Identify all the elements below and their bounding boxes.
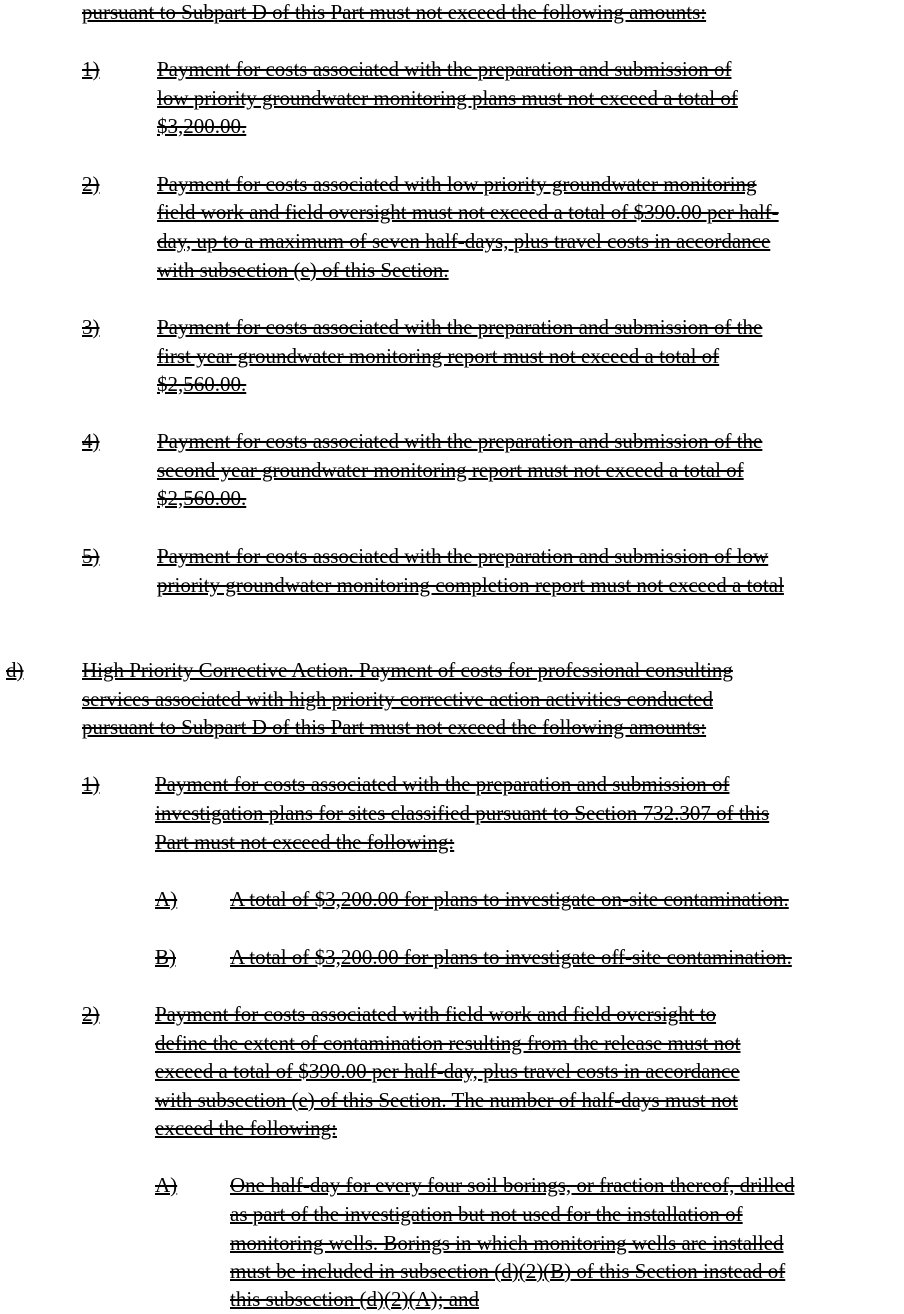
c-item-2-line-1: Payment for costs associated with low priority groundwater monitoring [157,172,757,196]
d-item-2-label: 2) [82,1002,100,1026]
c-item-5-line-2: priority groundwater monitoring completion report must not exceed a total [157,573,784,597]
c-item-3-line-3: $2,560.00. [157,372,247,396]
d-line-2: services associated with high priority corrective action activities conducted [82,687,713,711]
c-tail-line: pursuant to Subpart D of this Part must not exceed the following amounts: [82,0,707,24]
c-item-3-label: 3) [82,315,100,339]
d-item-2-line-3: exceed a total of $390.00 per half-day, plus travel costs in accordance [155,1059,740,1083]
d-item-1-line-2: investigation plans for sites classified pursuant to Section 732.307 of this [155,801,770,825]
d-label: d) [6,658,24,682]
c-item-4-line-1: Payment for costs associated with the preparation and submission of the [157,429,763,453]
c-item-3-line-1: Payment for costs associated with the preparation and submission of the [157,315,763,339]
d-item-1-sub-b-label: B) [155,945,176,969]
c-item-5-line-1: Payment for costs associated with the preparation and submission of low [157,544,769,568]
d-item-2-sub-a-line-3: monitoring wells. Borings in which monitoring wells are installed [230,1231,784,1255]
c-item-2-line-4: with subsection (e) of this Section. [157,258,449,282]
d-item-1-line-3: Part must not exceed the following: [155,830,455,854]
d-item-1-sub-a-line-1: A total of $3,200.00 for plans to investigate on-site contamination. [230,887,789,911]
c-item-1-line-1: Payment for costs associated with the preparation and submission of [157,57,732,81]
d-item-1-label: 1) [82,772,100,796]
d-item-2-line-5: exceed the following: [155,1116,337,1140]
d-item-2-sub-a-line-2: as part of the investigation but not used for the installation of [230,1202,743,1226]
c-item-2-line-2: field work and field oversight must not exceed a total of $390.00 per half- [157,200,779,224]
d-item-1-sub-b-line-1: A total of $3,200.00 for plans to investigate off-site contamination. [230,945,792,969]
d-item-2-line-1: Payment for costs associated with field work and field oversight to [155,1002,717,1026]
d-item-2-line-4: with subsection (e) of this Section. The number of half-days must not [155,1088,738,1112]
c-item-4-label: 4) [82,429,100,453]
d-item-2-sub-a-line-1: One half-day for every four soil borings, or fraction thereof, drilled [230,1173,795,1197]
d-line-3: pursuant to Subpart D of this Part must not exceed the following amounts: [82,715,707,739]
c-item-3-line-2: first year groundwater monitoring report must not exceed a total of [157,344,720,368]
c-item-2-line-3: day, up to a maximum of seven half-days, plus travel costs in accordance [157,229,771,253]
c-item-5-label: 5) [82,544,100,568]
c-item-2-label: 2) [82,172,100,196]
d-item-2-line-2: define the extent of contamination resulting from the release must not [155,1031,741,1055]
c-item-4-line-2: second year groundwater monitoring report must not exceed a total of [157,458,744,482]
d-line-1: High Priority Corrective Action. Payment of costs for professional consulting [82,658,733,682]
d-item-2-sub-a-line-4: must be included in subsection (d)(2)(B) of this Section instead of [230,1259,786,1283]
d-item-1-sub-a-label: A) [155,887,178,911]
c-item-1-label: 1) [82,57,100,81]
d-item-2-sub-a-line-5: this subsection (d)(2)(A); and [230,1287,480,1311]
c-item-4-line-3: $2,560.00. [157,486,247,510]
d-item-2-sub-a-label: A) [155,1173,178,1197]
d-item-1-line-1: Payment for costs associated with the preparation and submission of [155,772,730,796]
c-item-1-line-2: low priority groundwater monitoring plans must not exceed a total of [157,86,738,110]
c-item-1-line-3: $3,200.00. [157,114,247,138]
